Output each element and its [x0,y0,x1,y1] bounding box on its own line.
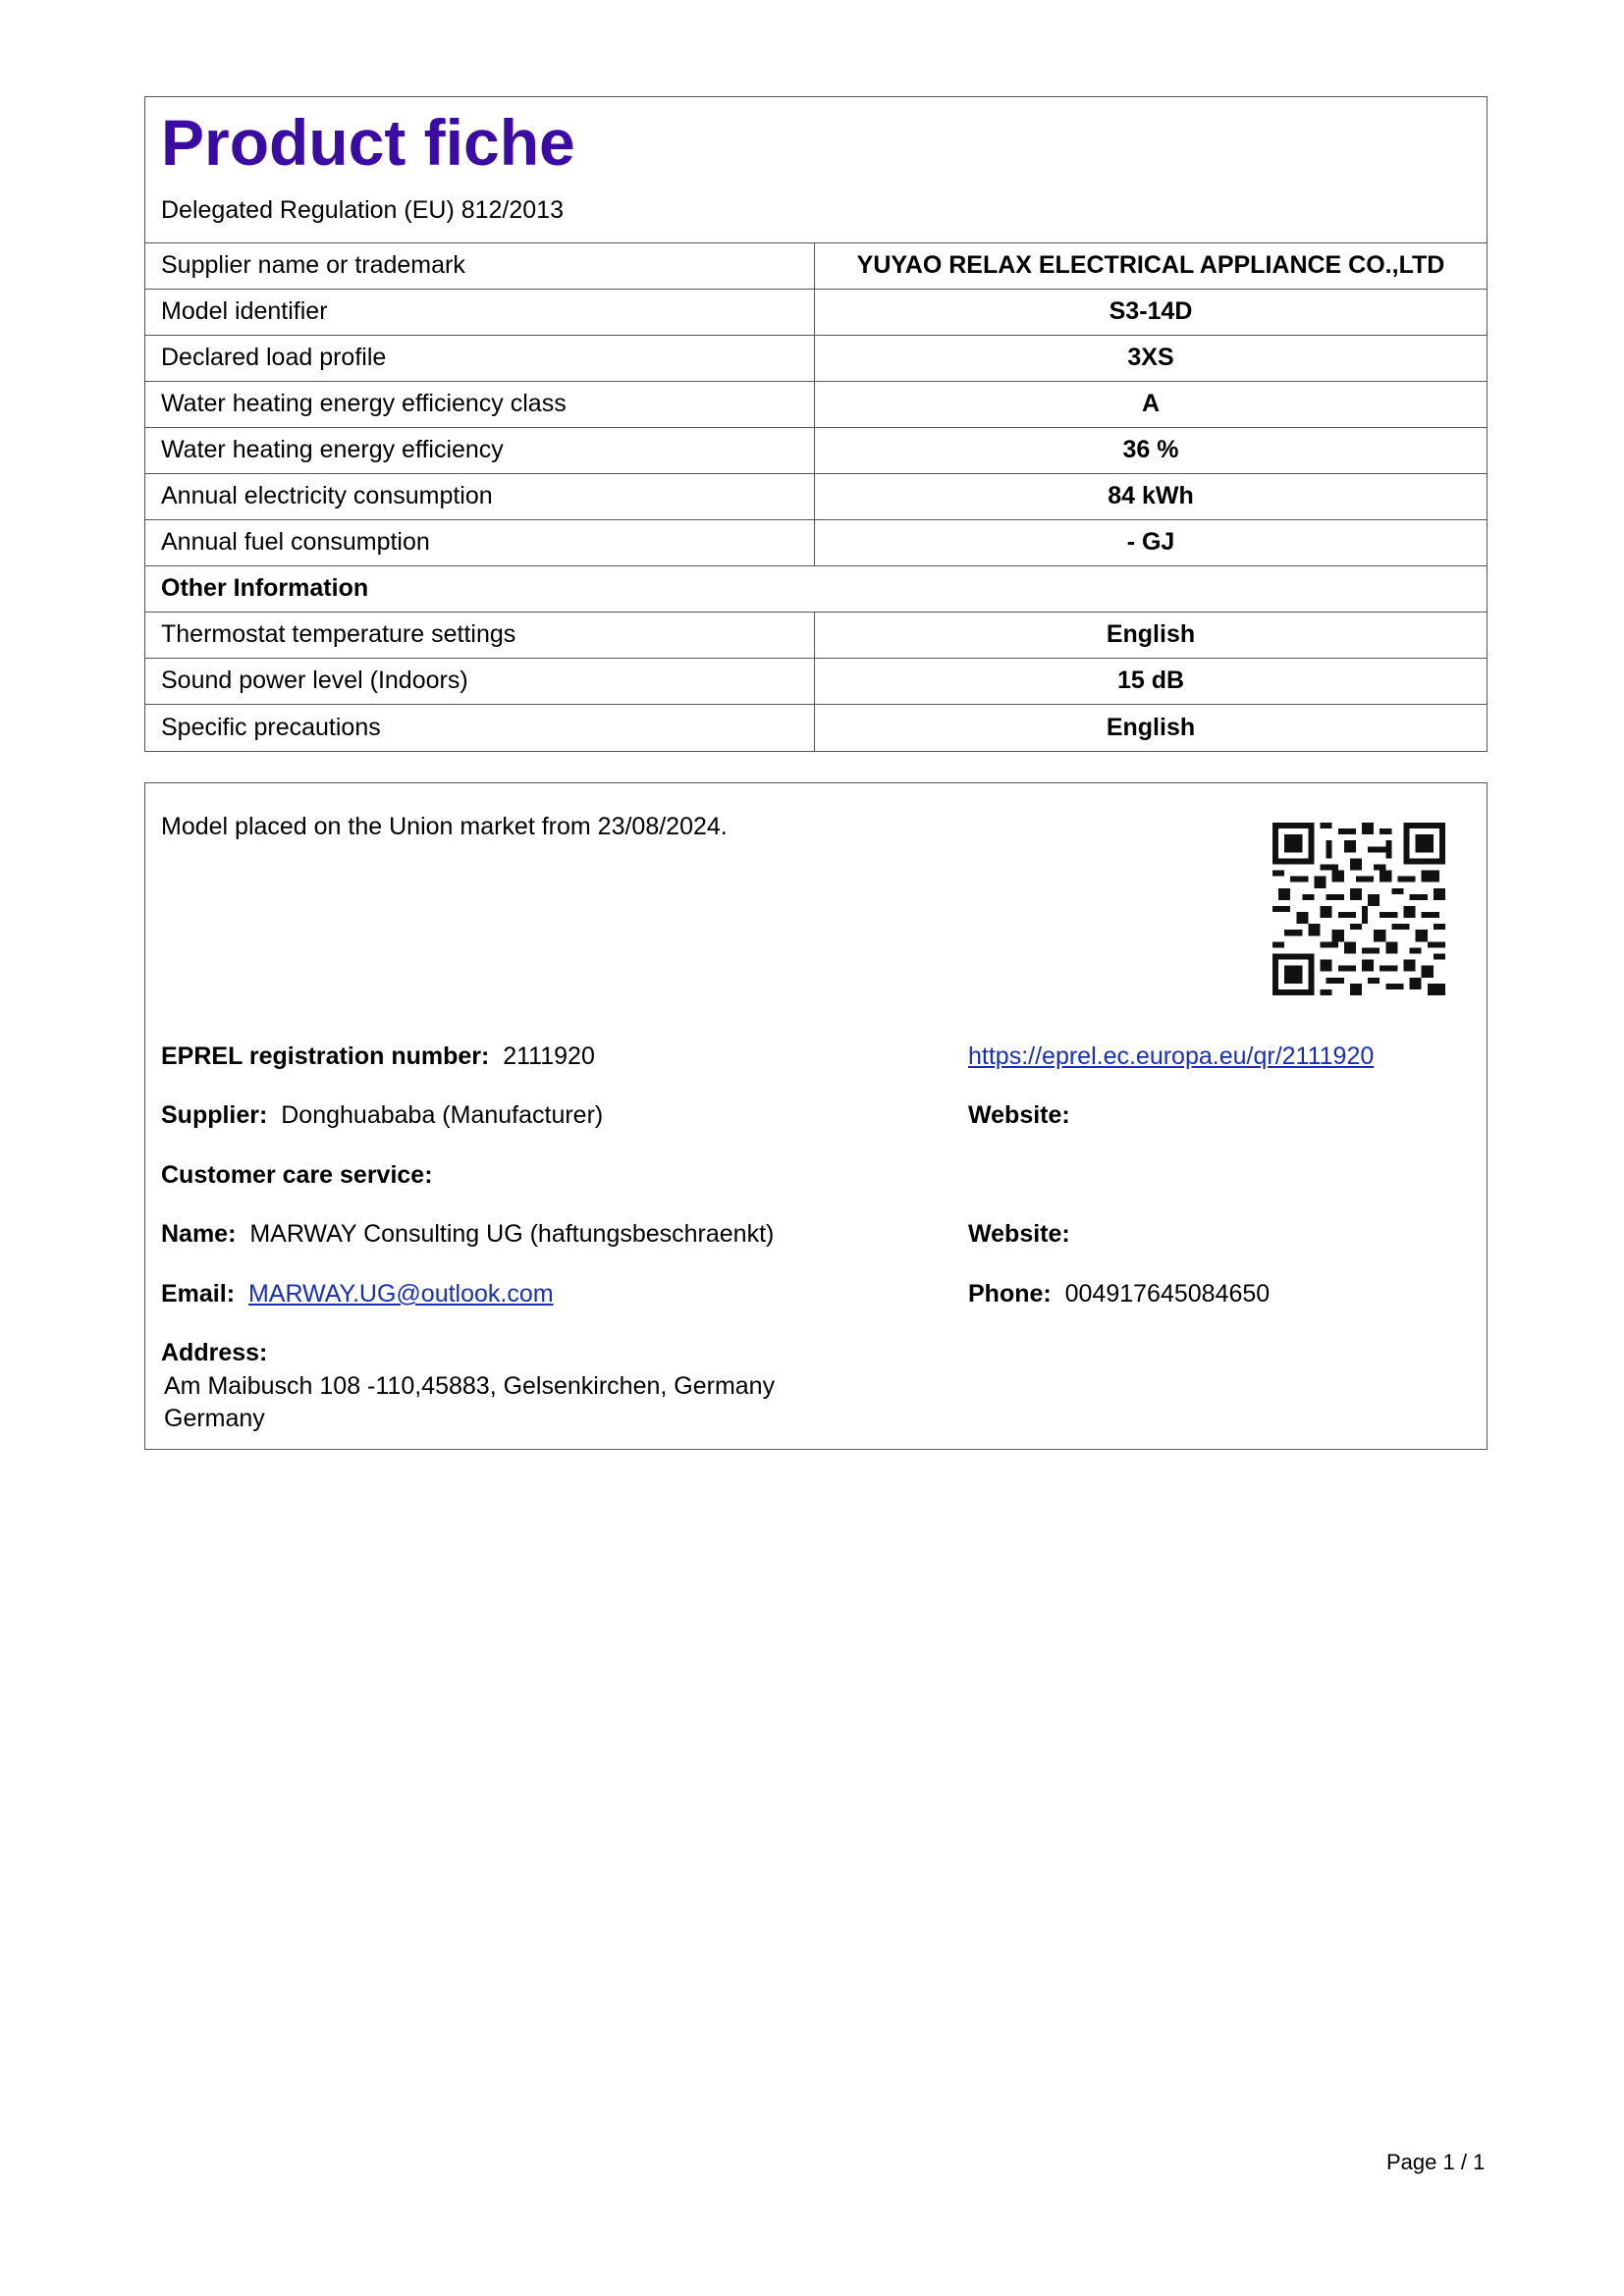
row-value: YUYAO RELAX ELECTRICAL APPLIANCE CO.,LTD [856,251,1445,280]
regulation-subtitle: Delegated Regulation (EU) 812/2013 [161,195,564,224]
table-row [145,243,1487,290]
row-label: Model identifier [145,290,815,335]
eprel-value: 2111920 [503,1042,595,1070]
registration-info-box [144,782,1488,1450]
row-value: A [1141,390,1161,418]
row-label: Water heating energy efficiency class [145,382,815,427]
table-row [145,520,1487,566]
section-header-row [145,566,1487,613]
row-value: 36 % [1122,436,1179,464]
name-label: Name: [161,1220,237,1248]
row-value: 15 dB [1116,667,1185,695]
page-number: Page 1 / 1 [1386,2150,1486,2174]
address-line-1: Am Maibusch 108 -110,45883, Gelsenkirchen, Germany [164,1372,776,1400]
customer-care-website-label: Website: [968,1220,1070,1248]
row-value: English [1106,713,1196,741]
phone-value: 004917645084650 [1064,1280,1271,1308]
email-label: Email: [161,1280,236,1308]
table-row [145,613,1487,659]
row-value: 3XS [1127,344,1174,372]
customer-care-label: Customer care service: [161,1161,433,1189]
row-label: Annual fuel consumption [145,520,815,565]
name-value: MARWAY Consulting UG (haftungsbeschraenkt) [249,1220,775,1248]
row-label: Supplier name or trademark [145,243,815,289]
row-value: 84 kWh [1108,482,1194,510]
row-value: English [1106,620,1196,649]
row-label: Sound power level (Indoors) [145,659,815,704]
row-label: Water heating energy efficiency [145,428,815,473]
row-label: Specific precautions [145,705,815,751]
customer-care-name [161,1220,774,1249]
market-date-text: Model placed on the Union market from 23/08/2024. [161,813,728,840]
eprel-link[interactable]: https://eprel.ec.europa.eu/qr/2111920 [968,1042,1375,1070]
table-row [145,428,1487,474]
address-label: Address: [161,1339,268,1366]
supplier-label: Supplier: [161,1101,268,1129]
row-value: S3-14D [1109,297,1193,326]
page-title: Product fiche [161,106,575,179]
supplier-website-label: Website: [968,1101,1070,1129]
table-row [145,474,1487,520]
customer-care-phone [968,1280,1270,1308]
fiche-header [145,97,1487,243]
supplier-value: Donghuababa (Manufacturer) [281,1101,604,1129]
qr-code-icon[interactable] [1272,823,1445,995]
table-row [145,705,1487,751]
table-row [145,382,1487,428]
table-row [145,290,1487,336]
supplier-info [161,1101,603,1130]
eprel-label: EPREL registration number: [161,1042,490,1070]
row-label: Thermostat temperature settings [145,613,815,658]
table-row [145,659,1487,705]
row-label: Annual electricity consumption [145,474,815,519]
product-fiche-table [144,96,1488,752]
address-line-2: Germany [164,1405,265,1432]
section-title: Other Information [161,574,369,603]
row-label: Declared load profile [145,336,815,381]
customer-care-email [161,1280,554,1308]
row-value: - GJ [1126,528,1175,557]
eprel-registration [161,1042,595,1071]
table-row [145,336,1487,382]
email-link[interactable]: MARWAY.UG@outlook.com [247,1280,554,1308]
phone-label: Phone: [968,1280,1052,1308]
